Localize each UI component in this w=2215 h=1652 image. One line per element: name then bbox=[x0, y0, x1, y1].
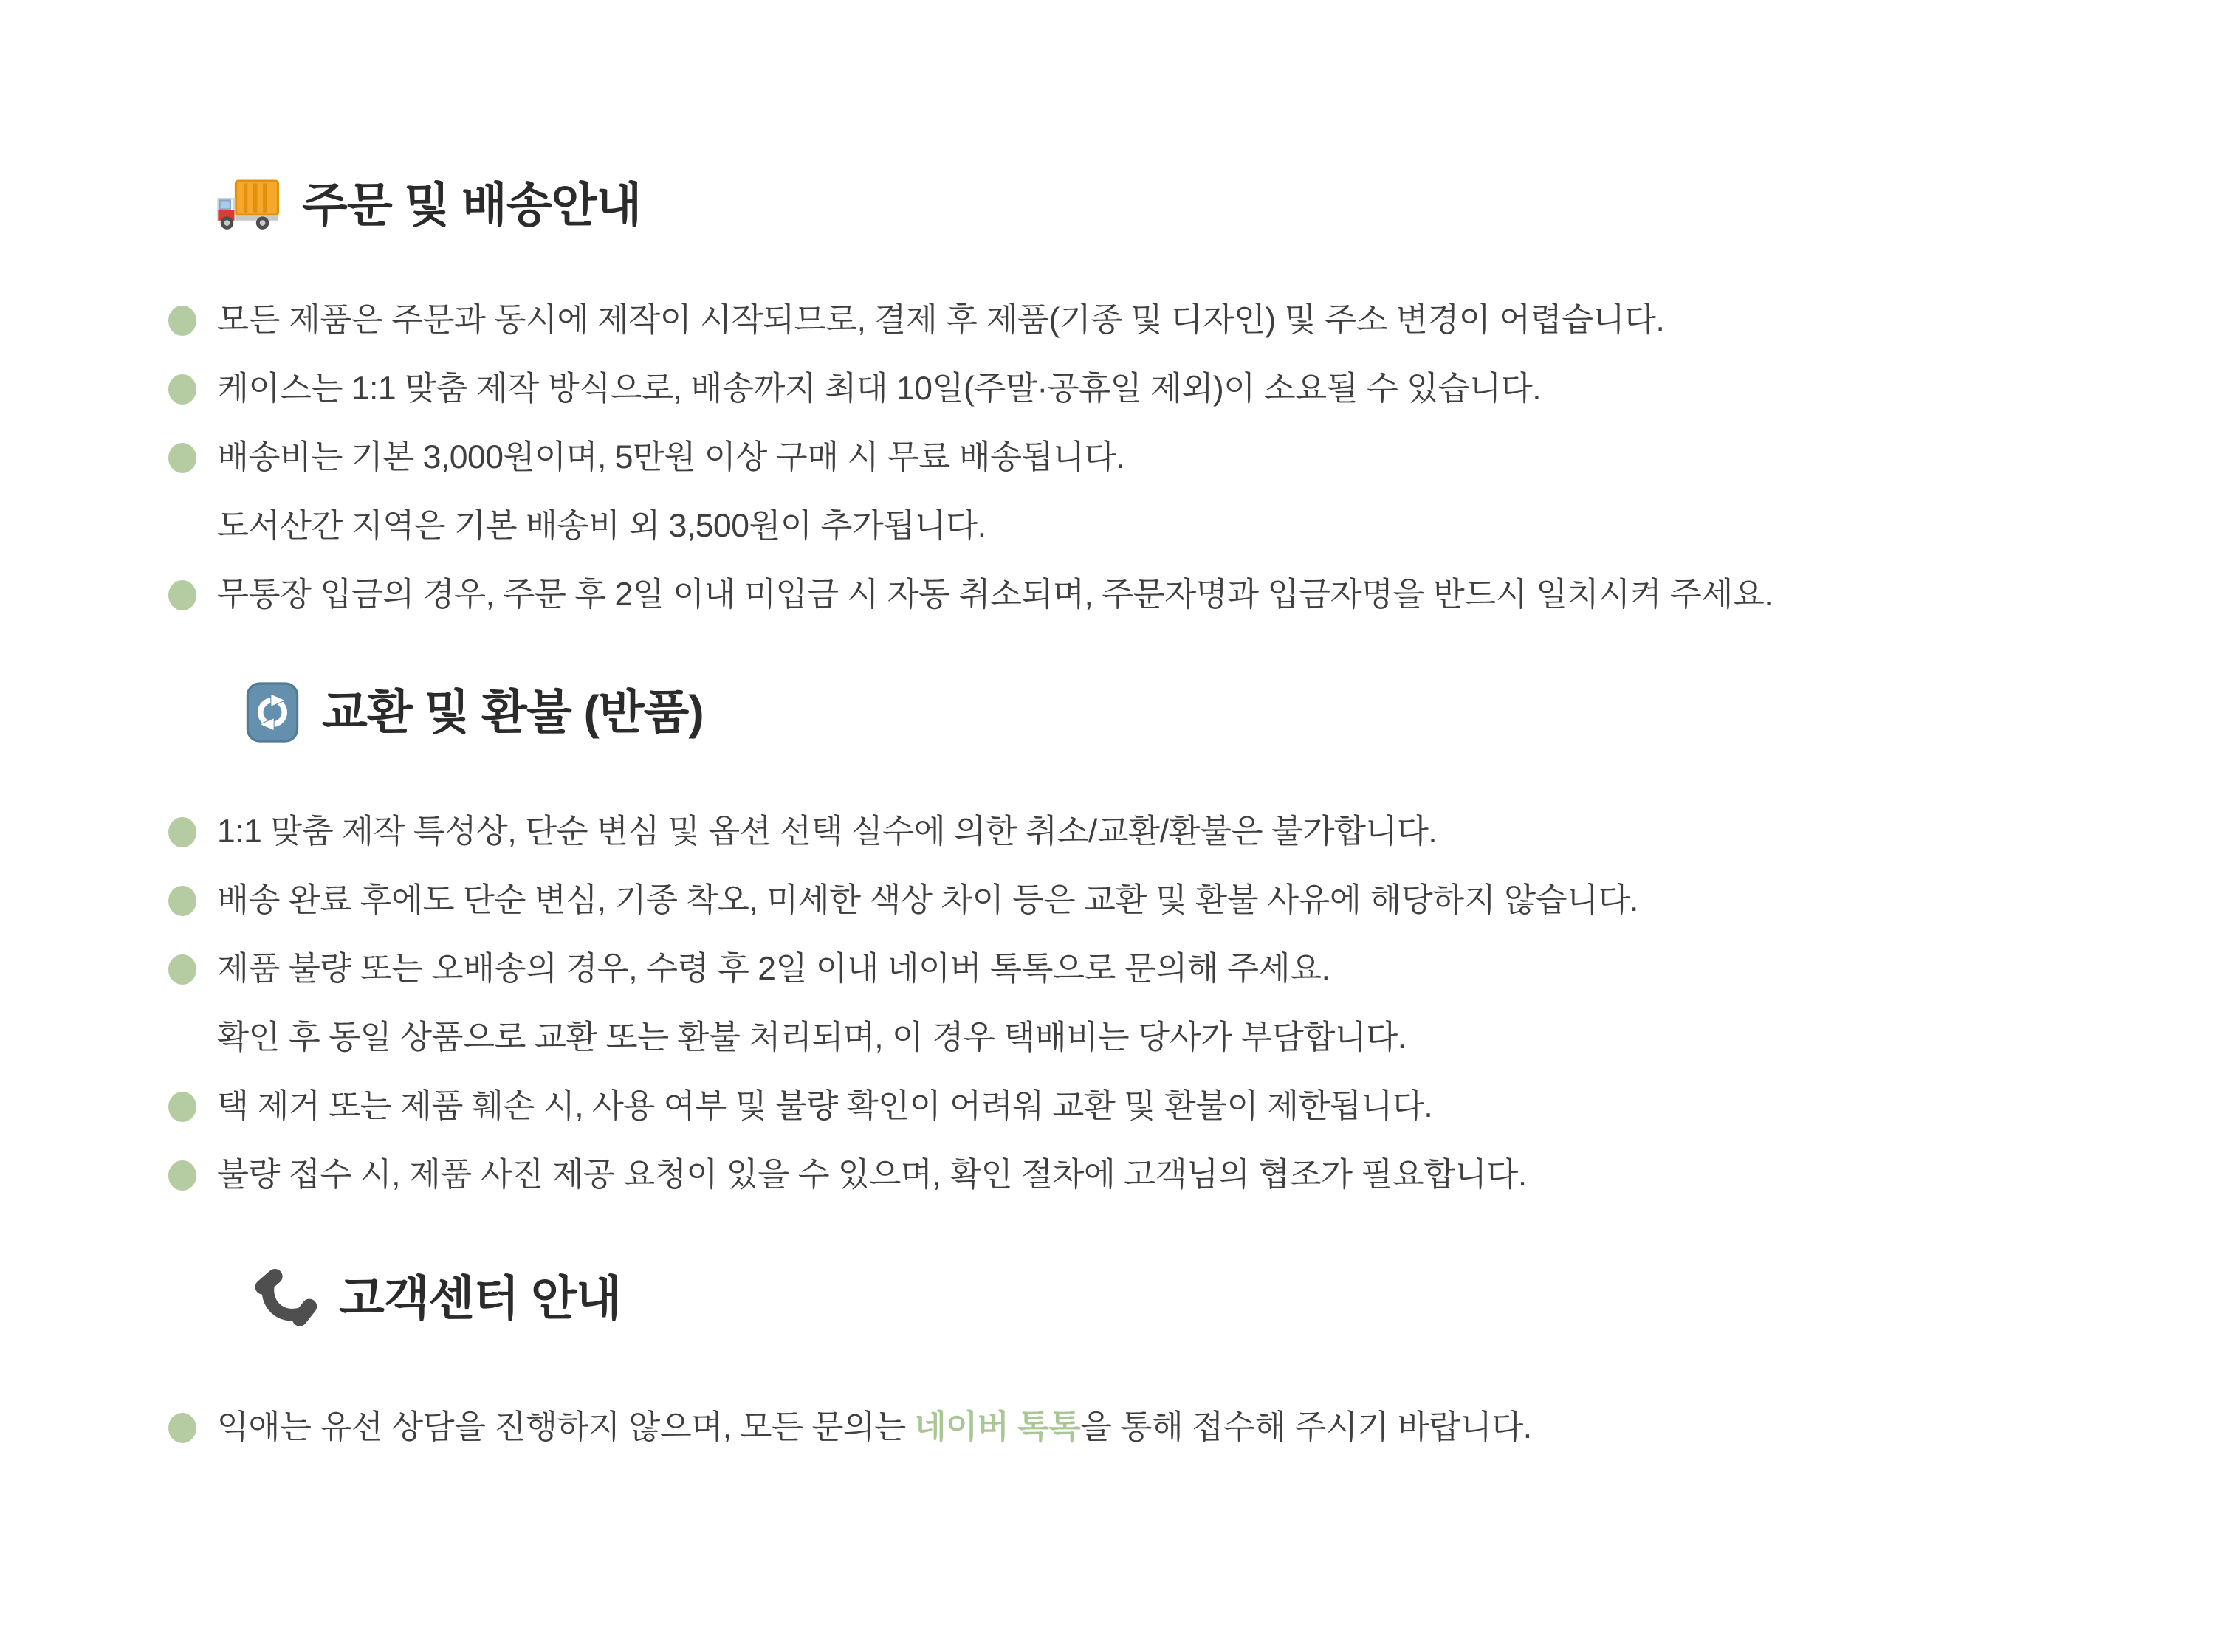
list-item-text: 배송비는 기본 3,000원이며, 5만원 이상 구매 시 무료 배송됩니다. bbox=[217, 439, 1124, 476]
list-item bbox=[168, 1086, 2215, 1127]
list-item bbox=[168, 300, 2215, 341]
list-item bbox=[168, 811, 2215, 853]
list-item-text: 제품 불량 또는 오배송의 경우, 수령 후 2일 이내 네이버 톡톡으로 문의해 주세요. bbox=[217, 951, 1330, 988]
list-item bbox=[168, 1407, 2215, 1448]
list-item bbox=[168, 1154, 2215, 1196]
shipping-notes-list bbox=[168, 300, 2215, 616]
bullet-dot-icon bbox=[168, 1160, 196, 1191]
list-item bbox=[168, 437, 2215, 478]
section-title-text: 주문 및 배송안내 bbox=[302, 179, 642, 232]
list-item-continuation bbox=[168, 1017, 2215, 1059]
list-item bbox=[168, 574, 2215, 616]
list-item-text bbox=[217, 1407, 1532, 1448]
list-item-text: 불량 접수 시, 제품 사진 제공 요청이 있을 수 있으며, 확인 절차에 고객님의 협조가 필요합니다. bbox=[217, 1157, 1527, 1194]
bullet-dot-icon bbox=[168, 1413, 196, 1443]
bullet-dot-icon bbox=[168, 580, 196, 610]
list-item-continuation bbox=[168, 506, 2215, 547]
notice-prefix: 익애는 유선 상담을 진행하지 않으며, 모든 문의는 bbox=[217, 1409, 915, 1446]
list-item bbox=[168, 880, 2215, 921]
section-shipping bbox=[0, 179, 2215, 616]
bullet-dot-icon bbox=[168, 886, 196, 916]
list-item-text: 무통장 입금의 경우, 주문 후 2일 이내 미입금 시 자동 취소되며, 주문자명과 입금자명을 반드시 일치시켜 주세요. bbox=[217, 577, 1773, 613]
list-item-text: 확인 후 동일 상품으로 교환 또는 환불 처리되며, 이 경우 택배비는 당사가 부담합니다. bbox=[217, 1019, 1407, 1056]
section-title-customer-center bbox=[255, 1267, 2215, 1330]
section-title-text: 교환 및 환불 (반품) bbox=[322, 686, 704, 740]
section-title-shipping bbox=[216, 179, 2215, 231]
list-item bbox=[168, 949, 2215, 990]
naver-talktalk-highlight: 네이버 톡톡 bbox=[914, 1409, 1080, 1446]
notice-suffix: 을 통해 접수해 주시기 바랍니다. bbox=[1079, 1409, 1532, 1446]
section-title-exchange bbox=[244, 681, 2215, 744]
phone-icon bbox=[255, 1267, 318, 1330]
bullet-dot-icon bbox=[168, 1092, 196, 1122]
list-item-text: 도서산간 지역은 기본 배송비 외 3,500원이 추가됩니다. bbox=[217, 508, 986, 545]
customer-center-notes-list bbox=[168, 1407, 2215, 1448]
bullet-dot-icon bbox=[168, 374, 196, 405]
list-item-text: 케이스는 1:1 맞춤 제작 방식으로, 배송까지 최대 10일(주말·공휴일 제외)이 소요될 수 있습니다. bbox=[217, 371, 1542, 407]
exchange-notes-list bbox=[168, 811, 2215, 1196]
bullet-dot-icon bbox=[168, 443, 196, 473]
list-item-text: 1:1 맞춤 제작 특성상, 단순 변심 및 옵션 선택 실수에 의한 취소/교환/환불은 불가합니다. bbox=[217, 813, 1438, 850]
truck-icon bbox=[216, 179, 281, 231]
list-item-text: 모든 제품은 주문과 동시에 제작이 시작되므로, 결제 후 제품(기종 및 디자인) 및 주소 변경이 어렵습니다. bbox=[217, 302, 1665, 339]
section-exchange-refund bbox=[0, 681, 2215, 1196]
list-item bbox=[168, 368, 2215, 410]
repeat-icon bbox=[244, 681, 301, 744]
bullet-dot-icon bbox=[168, 306, 196, 336]
list-item-text: 택 제거 또는 제품 훼손 시, 사용 여부 및 불량 확인이 어려워 교환 및 환불이 제한됩니다. bbox=[217, 1088, 1433, 1125]
section-title-text: 고객센터 안내 bbox=[339, 1272, 621, 1326]
bullet-dot-icon bbox=[168, 817, 196, 847]
bullet-dot-icon bbox=[168, 954, 196, 985]
section-customer-center bbox=[0, 1267, 2215, 1448]
list-item-text: 배송 완료 후에도 단순 변심, 기종 착오, 미세한 색상 차이 등은 교환 및 환불 사유에 해당하지 않습니다. bbox=[217, 882, 1638, 919]
